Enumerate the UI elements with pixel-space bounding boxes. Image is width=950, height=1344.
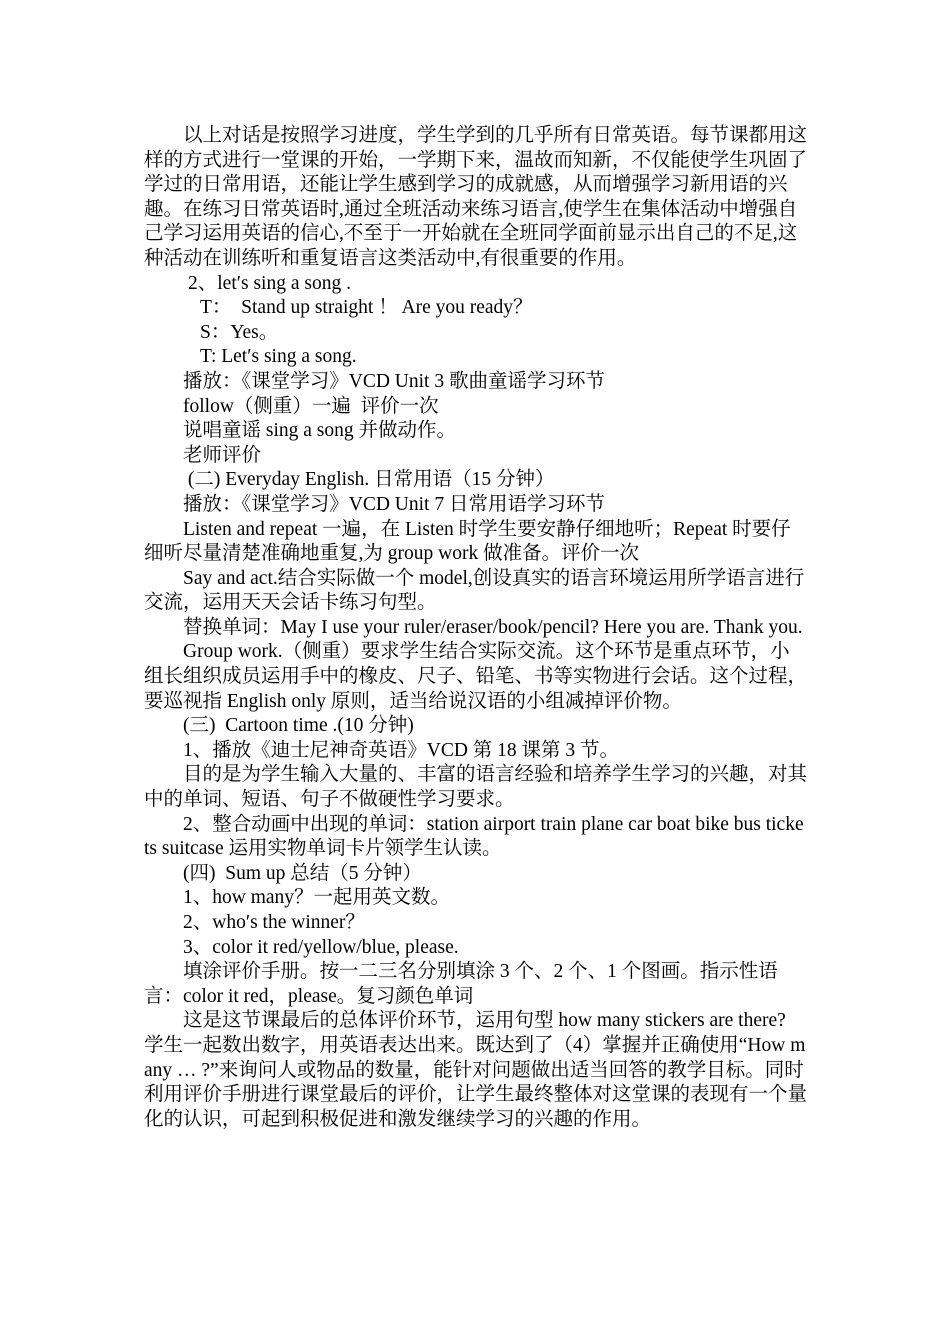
section-heading-sum-up: (四) Sum up 总结（5 分钟） xyxy=(183,862,422,884)
paragraph-teacher-eval: 老师评价 xyxy=(183,444,262,466)
paragraph-color-it: 3、color it red/yellow/blue, please. xyxy=(183,936,459,958)
paragraph-chant: 说唱童谣 sing a song 并做动作。 xyxy=(183,420,457,442)
paragraph-integrate-words: 2、整合动画中出现的单词：station airport train plane car boat bike bus tickets suitcase 运用实物单词卡片领学生认读。 xyxy=(144,813,804,860)
section-heading-cartoon-time: (三) Cartoon time .(10 分钟) xyxy=(183,715,414,737)
paragraph-intro: 以上对话是按照学习进度，学生学到的几乎所有日常英语。每节课都用这样的方式进行一堂课的开始，一学期下来，温故而知新，不仅能使学生巩固了学过的日常用语，还能让学生感到学习的成就感，从而增强学习新用语的兴趣。在练习日常英语时,通过全班活动来练习语言,使学生在集体活动中增强自己学习运用英语的信心,不至于一开始就在全班同学面前显示出自己的不足,这种活动在训练听和重复语言这类活动中,有很重要的作用。 xyxy=(144,125,808,269)
paragraph-group-work: Group work.（侧重）要求学生结合实际交流。这个环节是重点环节，小组长组织成员运用手中的橡皮、尺子、铅笔、书等实物进行会话。这个过程，要巡视指 English only 原则，适当给说汉语的小组减掉评价物。 xyxy=(144,641,808,712)
paragraph-substitute-words: 替换单词：May I use your ruler/eraser/book/pencil? Here you are. Thank you. xyxy=(183,616,803,638)
paragraph-how-many: 1、how many？一起用英文数。 xyxy=(183,887,451,909)
paragraph-listen-repeat: Listen and repeat 一遍，在 Listen 时学生要安静仔细地听；Repeat 时要仔细听尽量清楚准确地重复,为 group work 做准备。评价一次 xyxy=(144,518,791,565)
paragraph-play-unit3: 播放：《课堂学习》VCD Unit 3 歌曲童谣学习环节 xyxy=(183,370,605,392)
paragraph-final-evaluation: 这是这节课最后的总体评价环节，运用句型 how many stickers are there? 学生一起数出数字，用英语表达出来。既达到了（4）掌握并正确使用“How many … ?”来询问人或物品的数量，能针对问题做出适当回答的教学目标。同时利用评价手册进行课堂最后的评价，让学生最终整体对这堂课的表现有一个量化的认识，可起到积极促进和激发继续学习的兴趣的作用。 xyxy=(144,1010,808,1130)
paragraph-play-disney: 1、播放《迪士尼神奇英语》VCD 第 18 课第 3 节。 xyxy=(183,739,620,761)
section-heading-everyday-english: (二) Everyday English. 日常用语（15 分钟） xyxy=(183,469,555,491)
paragraph-sing-song-heading: 2、let′s sing a song . xyxy=(188,272,351,294)
paragraph-say-act: Say and act.结合实际做一个 model,创设真实的语言环境运用所学语言进行交流，运用天天会话卡练习句型。 xyxy=(144,567,805,614)
dialog-line-student: S：Yes。 xyxy=(200,321,279,343)
paragraph-follow: follow（侧重）一遍 评价一次 xyxy=(183,395,439,417)
paragraph-play-unit7: 播放：《课堂学习》VCD Unit 7 日常用语学习环节 xyxy=(183,493,605,515)
paragraph-purpose: 目的是为学生输入大量的、丰富的语言经验和培养学生学习的兴趣，对其中的单词、短语、句子不做硬性学习要求。 xyxy=(144,764,808,811)
paragraph-fill-handbook: 填涂评价手册。按一二三名分别填涂 3 个、2 个、1 个图画。指示性语言：color it red，please。复习颜色单词 xyxy=(144,961,778,1007)
dialog-line-teacher-1: T： Stand up straight ！ Are you ready？ xyxy=(200,297,533,319)
dialog-line-teacher-2: T: Let′s sing a song. xyxy=(200,346,357,368)
paragraph-winner: 2、who′s the winner？ xyxy=(183,912,365,933)
document-body xyxy=(144,124,808,1132)
